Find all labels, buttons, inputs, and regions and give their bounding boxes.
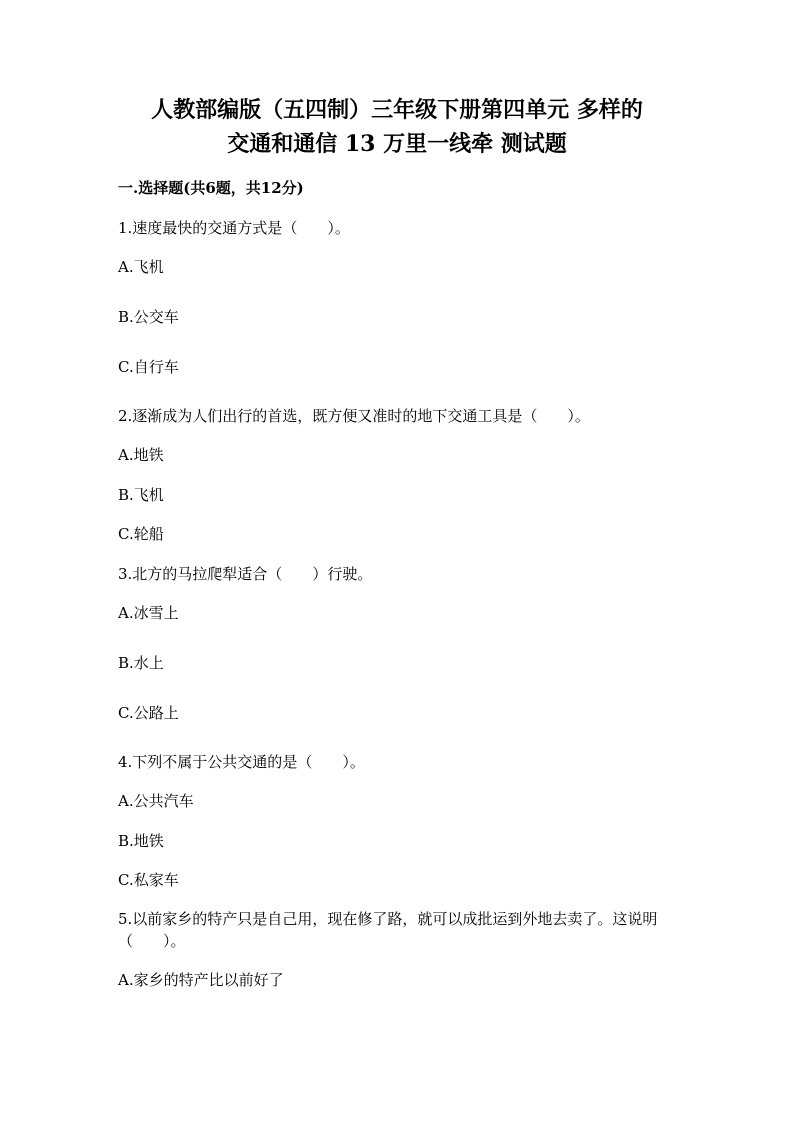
document-title-line-1: 人教部编版（五四制）三年级下册第四单元 多样的 xyxy=(151,97,643,123)
question-3-option-a: A.冰雪上 xyxy=(118,604,179,622)
question-2-option-b: B.飞机 xyxy=(118,486,164,504)
question-2-stem: 2.逐渐成为人们出行的首选，既方便又准时的地下交通工具是（ ）。 xyxy=(118,407,590,425)
question-4-option-a: A.公共汽车 xyxy=(118,792,194,810)
question-3-option-b: B.水上 xyxy=(118,654,164,672)
question-2-option-c: C.轮船 xyxy=(118,525,164,543)
question-5-stem: 5.以前家乡的特产只是自己用，现在修了路，就可以成批运到外地去卖了。这说明（ ）。 xyxy=(118,910,658,950)
section-heading: 一.选择题(共6题，共12分) xyxy=(118,179,304,197)
question-1-option-c: C.自行车 xyxy=(118,358,179,376)
question-4-stem: 4.下列不属于公共交通的是（ ）。 xyxy=(118,753,365,771)
question-3-stem: 3.北方的马拉爬犁适合（ ）行驶。 xyxy=(118,565,373,583)
question-1-stem: 1.速度最快的交通方式是（ ）。 xyxy=(118,219,350,237)
question-3-option-c: C.公路上 xyxy=(118,704,179,722)
question-1-option-a: A.飞机 xyxy=(118,258,164,276)
question-2-option-a: A.地铁 xyxy=(118,446,164,464)
question-4-option-c: C.私家车 xyxy=(118,871,179,889)
question-5-option-a: A.家乡的特产比以前好了 xyxy=(118,971,284,989)
document-title-line-2: 交通和通信 13 万里一线牵 测试题 xyxy=(227,131,567,157)
question-1-option-b: B.公交车 xyxy=(118,308,179,326)
question-4-option-b: B.地铁 xyxy=(118,832,164,850)
